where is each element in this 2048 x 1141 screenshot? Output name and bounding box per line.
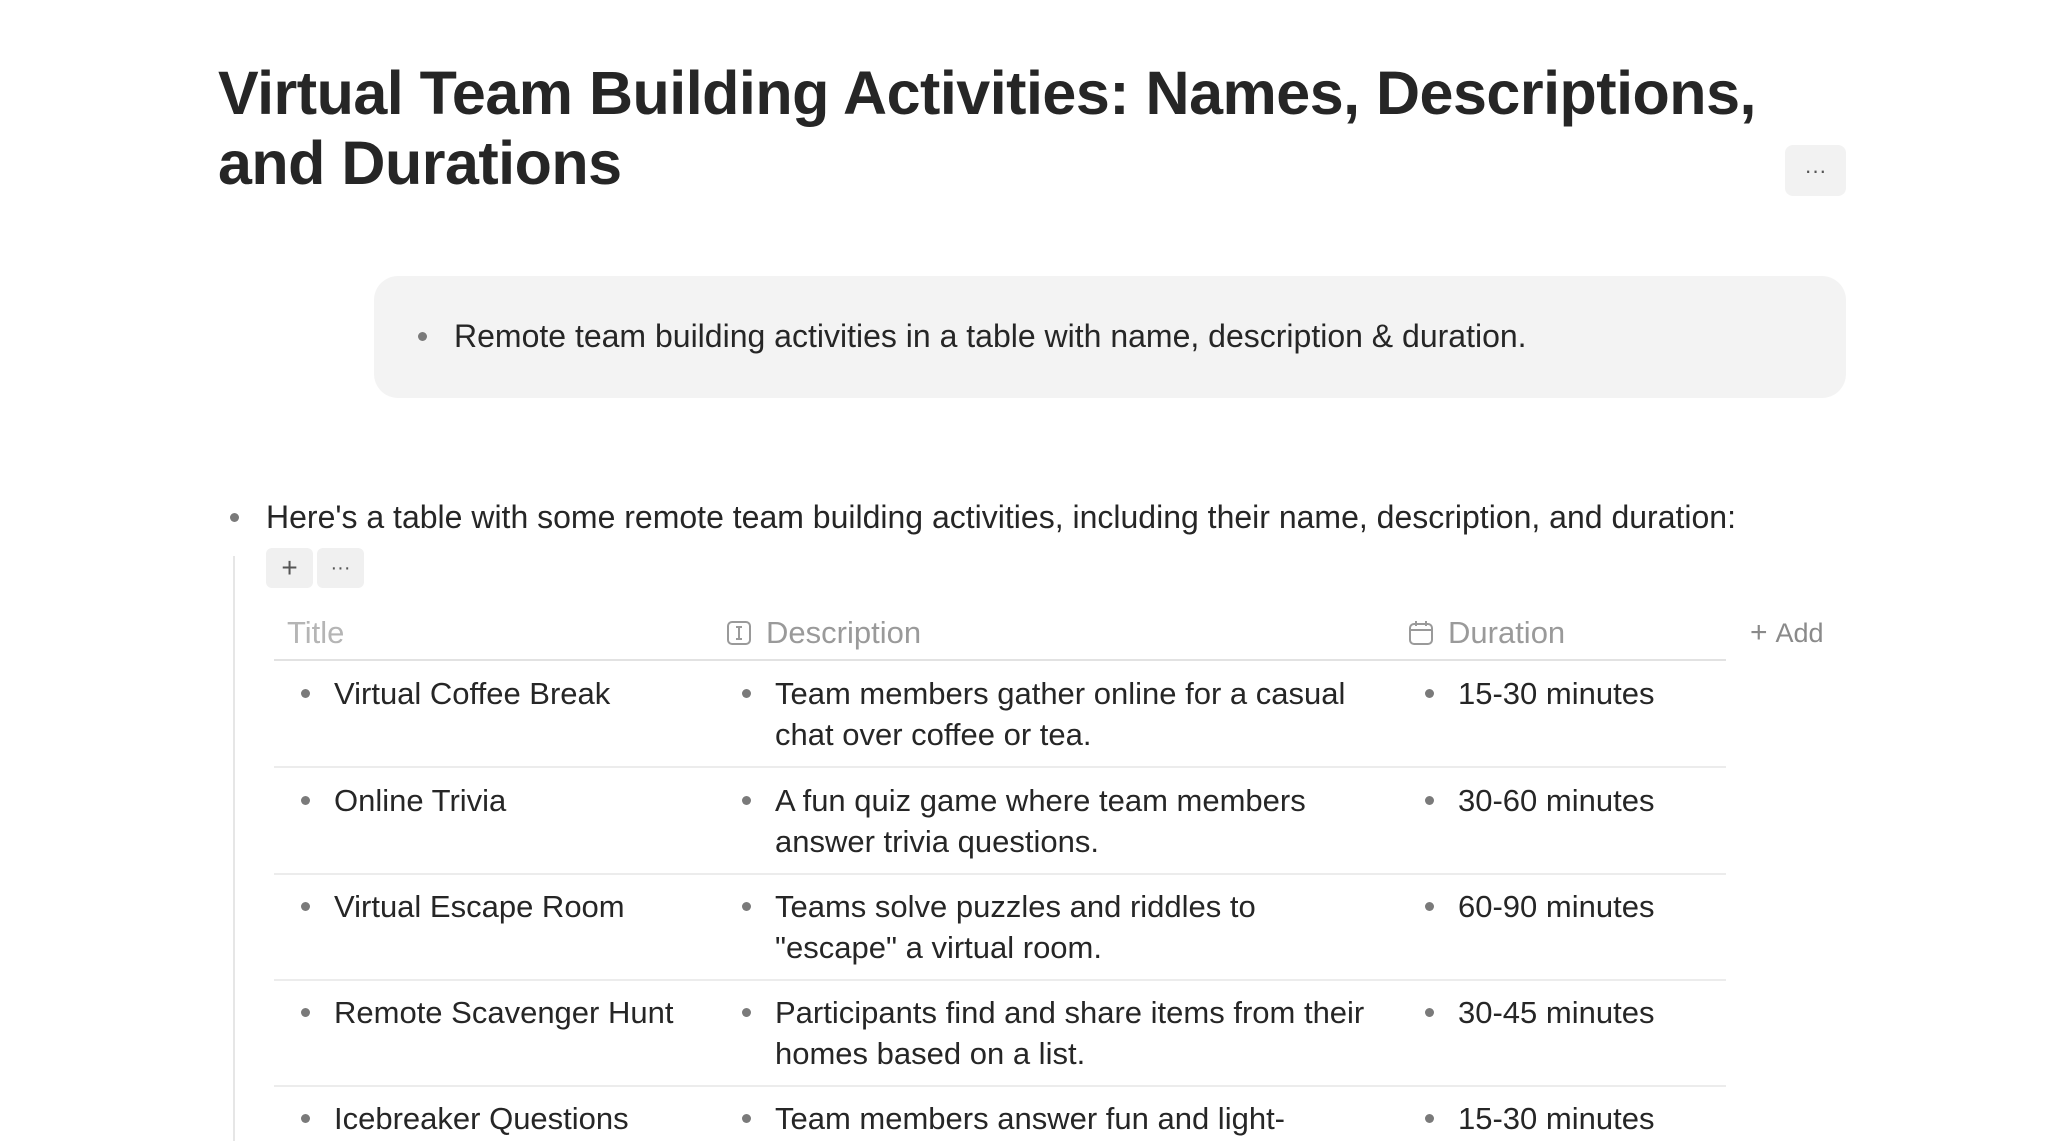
response-intro: Here's a table with some remote team building activities, including their name, description, and duration: (266, 499, 1736, 535)
bullet-icon (1425, 689, 1434, 698)
plus-icon: + (1750, 616, 1768, 649)
cell-description[interactable] (775, 886, 1385, 968)
bullet-icon (1425, 1114, 1434, 1123)
cell-title[interactable] (334, 886, 724, 927)
bullet-icon (301, 689, 310, 698)
table-row[interactable] (274, 768, 1726, 875)
prompt-text: Remote team building activities in a table with name, description & duration. (454, 318, 1527, 354)
bullet-icon (301, 1008, 310, 1017)
block-more-button[interactable]: ··· (317, 548, 364, 588)
bullet-icon (742, 796, 751, 805)
bullet-icon (742, 1114, 751, 1123)
add-column-button[interactable] (1750, 613, 1824, 653)
cell-duration-text: 15-30 minutes (1458, 676, 1655, 711)
column-header-title-label: Title (287, 615, 345, 650)
add-column-label: Add (1775, 618, 1824, 648)
bullet-icon (301, 796, 310, 805)
bullet-icon (742, 1008, 751, 1017)
cell-description-text: Team members answer fun and light- (775, 1101, 1286, 1136)
cell-title[interactable] (334, 992, 724, 1033)
cell-description-text: Team members gather online for a casual chat over coffee or tea. (775, 676, 1346, 752)
bullet-icon (418, 332, 427, 341)
cell-description[interactable] (775, 992, 1385, 1074)
cell-title-text: Remote Scavenger Hunt (334, 995, 674, 1030)
bullet-icon (1425, 902, 1434, 911)
text-property-icon (726, 620, 752, 646)
column-header-description[interactable] (726, 613, 921, 653)
calendar-icon (1408, 620, 1434, 646)
cell-duration-text: 30-60 minutes (1458, 783, 1655, 818)
page-title: Virtual Team Building Activities: Names, Descriptions, and Durations (218, 59, 1756, 197)
prompt-block (374, 276, 1846, 398)
cell-description[interactable] (775, 673, 1385, 755)
cell-duration-text: 30-45 minutes (1458, 995, 1655, 1030)
cell-duration[interactable] (1458, 673, 1718, 714)
cell-title-text: Icebreaker Questions (334, 1101, 629, 1136)
cell-duration[interactable] (1458, 1098, 1718, 1139)
table-row[interactable] (274, 1086, 1726, 1141)
table-row[interactable] (274, 661, 1726, 768)
bullet-icon (742, 689, 751, 698)
cell-duration[interactable] (1458, 886, 1718, 927)
cell-title-text: Virtual Coffee Break (334, 676, 611, 711)
column-header-title[interactable] (287, 613, 344, 653)
column-header-description-label: Description (766, 615, 922, 650)
cell-duration-text: 15-30 minutes (1458, 1101, 1655, 1136)
cell-duration[interactable] (1458, 992, 1718, 1033)
cell-description-text: Participants find and share items from their homes based on a list. (775, 995, 1365, 1071)
bullet-icon (301, 1114, 310, 1123)
cell-title[interactable] (334, 780, 724, 821)
column-header-duration-label: Duration (1448, 615, 1566, 650)
cell-title-text: Virtual Escape Room (334, 889, 625, 924)
bullet-icon (301, 902, 310, 911)
bullet-icon (1425, 796, 1434, 805)
cell-title[interactable] (334, 1098, 724, 1139)
cell-title-text: Online Trivia (334, 783, 507, 818)
cell-description[interactable] (775, 1098, 1385, 1139)
block-indent-line (233, 556, 235, 1141)
cell-description-text: A fun quiz game where team members answer trivia questions. (775, 783, 1306, 859)
cell-title[interactable] (334, 673, 724, 714)
cell-duration-text: 60-90 minutes (1458, 889, 1655, 924)
table-row[interactable] (274, 874, 1726, 981)
cell-duration[interactable] (1458, 780, 1718, 821)
page-more-button[interactable]: ··· (1785, 145, 1846, 196)
bullet-icon (1425, 1008, 1434, 1017)
add-block-button[interactable]: + (266, 548, 313, 588)
cell-description-text: Teams solve puzzles and riddles to "escape" a virtual room. (775, 889, 1256, 965)
table-row[interactable] (274, 980, 1726, 1087)
column-header-duration[interactable] (1408, 613, 1565, 653)
bullet-icon (742, 902, 751, 911)
bullet-icon (230, 513, 239, 522)
cell-description[interactable] (775, 780, 1385, 862)
